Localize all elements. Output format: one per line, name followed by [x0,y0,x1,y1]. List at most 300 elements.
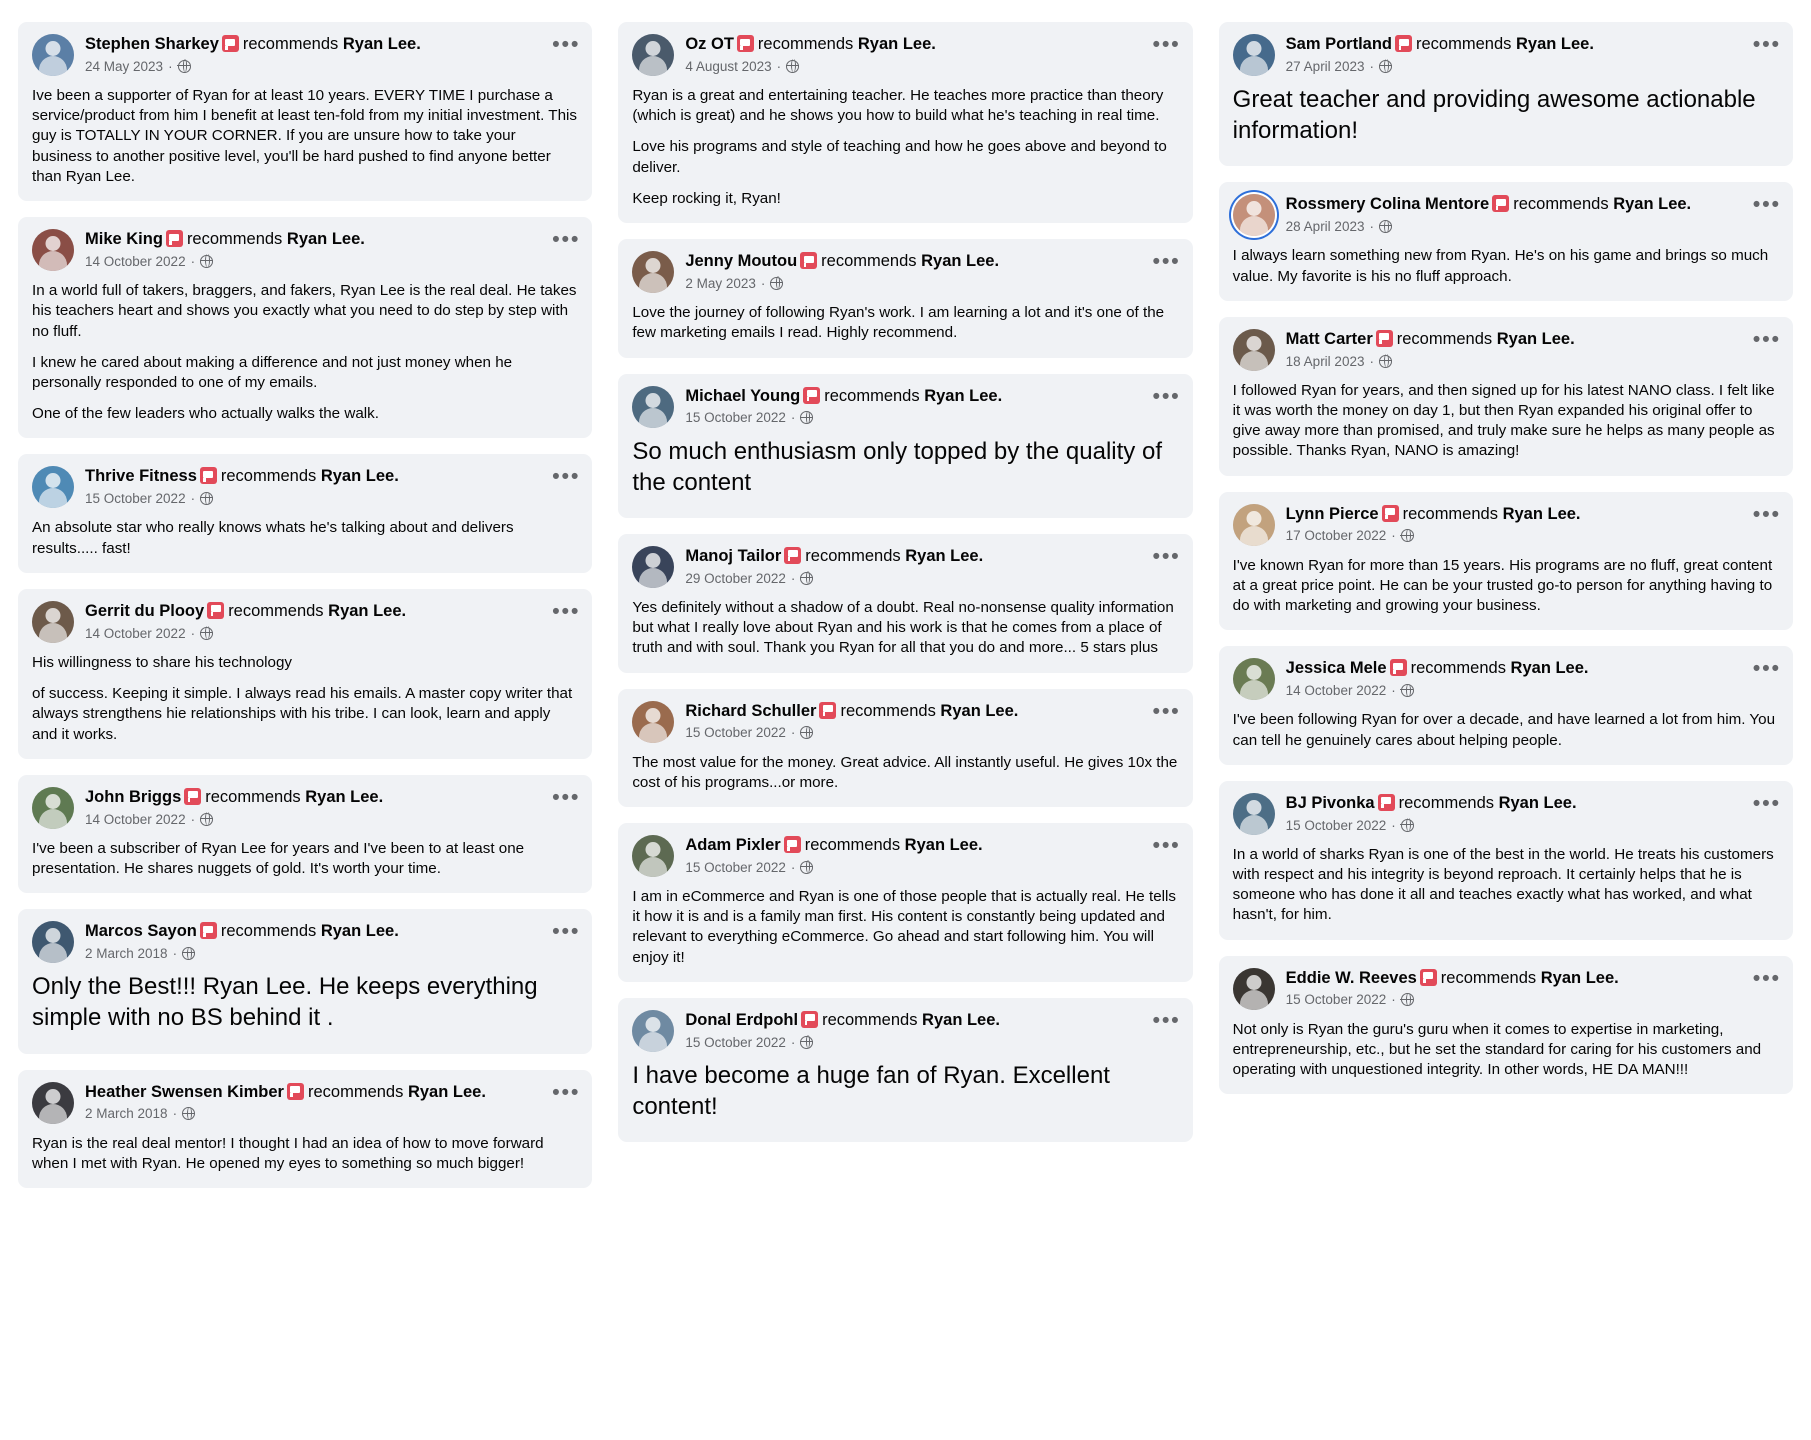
globe-icon[interactable] [200,813,213,826]
recommendation-flag-icon [803,387,820,404]
meta-separator: · [790,1034,796,1050]
card-header [32,228,581,271]
more-options-icon[interactable]: ••• [552,33,581,56]
avatar-body-shape [1240,216,1268,236]
card-header [632,34,1178,76]
recommends-label: recommends [804,836,901,854]
card-header [32,465,581,508]
avatar-head-shape [46,928,61,943]
recommendations-column [618,22,1192,1142]
recommends-label: recommends [220,467,317,486]
avatar[interactable] [32,1082,74,1124]
post-date[interactable]: 15 October 2022 [1285,992,1387,1008]
recommendation-headline [85,229,532,250]
post-date[interactable]: 2 March 2018 [85,945,168,961]
recommended-page-name[interactable]: Ryan Lee. [1510,659,1589,678]
recommendation-flag-icon [1382,505,1399,522]
recommends-label: recommends [822,1010,918,1029]
post-meta [85,490,532,507]
recommendation-card [1219,182,1793,300]
recommendation-text [32,839,578,879]
recommendation-headline [685,34,1132,55]
recommendation-headline [1286,504,1733,525]
meta-separator: · [190,811,196,827]
meta-separator: · [1391,683,1396,699]
card-header [32,920,581,963]
recommendation-headline [85,1082,532,1103]
avatar[interactable] [1233,34,1275,76]
recommended-page-name[interactable]: Ryan Lee. [1515,35,1594,53]
recommendation-paragraph: Only the Best!!! Ryan Lee. He keeps everything simple with no BS behind it . [32,973,538,1032]
recommendation-text [1233,84,1779,146]
card-header-text [685,251,1132,292]
card-header-text [685,835,1132,876]
meta-separator: · [1391,528,1396,544]
post-date[interactable]: 29 October 2022 [685,570,786,586]
globe-icon[interactable] [1401,819,1414,832]
post-meta [685,570,1132,587]
post-date[interactable]: 15 October 2022 [685,725,786,741]
post-date[interactable]: 14 October 2022 [85,625,186,641]
recommendation-card [618,22,1192,223]
meta-separator: · [190,625,196,641]
avatar[interactable] [632,386,674,428]
globe-icon[interactable] [178,60,191,73]
recommendation-card [1219,781,1793,940]
recommendation-headline [1286,194,1733,215]
more-options-icon[interactable]: ••• [1752,502,1781,526]
card-header [632,835,1178,877]
recommendation-flag-icon [784,547,801,564]
recommendation-headline [685,251,1132,272]
avatar[interactable] [32,229,74,271]
more-options-icon[interactable]: ••• [552,785,581,809]
recommendation-paragraph: An absolute star who really knows whats he's talking about and delivers results..... fast! [32,519,514,557]
recommendation-headline [85,34,532,55]
globe-icon[interactable] [1401,684,1414,697]
recommended-page-name[interactable]: Ryan Lee. [286,230,365,249]
avatar[interactable] [32,921,74,963]
recommendation-paragraph: I've known Ryan for more than 15 years. His programs are no fluff, great content at a great price point. He can be your trusted go-to person for anything having to do with marketing and growing your business. [1232,556,1773,615]
more-options-icon[interactable]: ••• [1752,966,1781,990]
recommendation-text [1233,1020,1779,1081]
avatar-head-shape [1246,511,1261,526]
author-name[interactable]: Rossmery Colina Mentore [1285,195,1490,214]
recommendation-paragraph: Ryan is a great and entertaining teacher. He teaches more practice than theory (which is great) and he shows you how to build what he's teaching in real time. [632,87,1164,125]
recommendation-flag-icon [1378,794,1395,811]
globe-icon[interactable] [200,255,213,268]
avatar-head-shape [646,393,661,408]
avatar[interactable] [1233,793,1275,835]
recommendation-paragraph: His willingness to share his technology [32,653,293,671]
recommended-page-name[interactable]: Ryan Lee. [1540,968,1619,987]
recommendation-flag-icon [819,702,836,719]
card-header [1233,793,1779,835]
avatar-body-shape [1240,526,1268,546]
recommendation-flag-icon [800,252,817,269]
recommendation-card [618,998,1192,1142]
recommended-page-name[interactable]: Ryan Lee. [1496,329,1575,348]
more-options-icon[interactable]: ••• [1152,1008,1181,1032]
globe-icon[interactable] [1379,220,1392,233]
more-options-icon[interactable]: ••• [552,920,581,944]
recommended-page-name[interactable]: Ryan Lee. [328,601,407,620]
recommendations-column [18,22,592,1188]
avatar[interactable] [32,787,74,829]
more-options-icon[interactable]: ••• [1152,250,1181,274]
recommends-label: recommends [1402,504,1498,523]
post-date[interactable]: 14 October 2022 [85,811,186,827]
avatar-head-shape [46,236,61,251]
more-options-icon[interactable]: ••• [1752,657,1781,681]
card-header-text [685,34,1132,75]
recommended-page-name[interactable]: Ryan Lee. [320,467,399,486]
meta-separator: · [1391,817,1396,833]
recommendation-paragraph: In a world full of takers, braggers, and fakers, Ryan Lee is the real deal. He takes his teachers heart and shows you exactly what you need to do step by step with no fluff. [32,282,577,340]
avatar-head-shape [646,41,661,56]
avatar-body-shape [639,273,667,293]
post-date[interactable]: 17 October 2022 [1285,528,1387,544]
recommendation-card [18,22,592,201]
more-options-icon[interactable]: ••• [1752,193,1781,217]
author-name[interactable]: Michael Young [685,386,801,405]
author-name[interactable]: Stephen Sharkey [85,35,219,53]
post-meta [1286,218,1733,235]
card-header-text [85,229,532,270]
avatar[interactable] [1233,194,1275,236]
recommendation-flag-icon [1395,35,1412,52]
recommended-page-name[interactable]: Ryan Lee. [407,1082,486,1101]
recommendation-headline [1286,329,1733,350]
more-options-icon[interactable]: ••• [552,599,581,623]
meta-separator: · [790,570,796,586]
recommendation-headline [1286,968,1733,989]
meta-separator: · [168,58,173,74]
avatar[interactable] [632,835,674,877]
recommendation-paragraph: I followed Ryan for years, and then signed up for his latest NANO class. I felt like it was worth the money on day 1, but then Ryan expanded his original offer to give away more than promised, and truly make sure he helps as many people as possible. Thanks Ryan, NANO is amazing! [1232,381,1775,460]
avatar-body-shape [39,488,67,508]
recommendation-card [618,534,1192,673]
card-header [32,33,581,76]
avatar-head-shape [1246,975,1261,990]
recommendation-headline [85,921,532,942]
recommended-page-name[interactable]: Ryan Lee. [305,787,384,806]
post-date[interactable]: 4 August 2023 [685,58,772,74]
recommended-page-name[interactable]: Ryan Lee. [1498,793,1577,812]
recommends-label: recommends [757,35,854,53]
recommendation-paragraph: of success. Keeping it simple. I always read his emails. A master copy writer that always strengthens hie relationships with his tribe. I can look, learn and apply and it works. [32,685,573,743]
author-name[interactable]: Jenny Moutou [685,252,798,271]
recommendation-flag-icon [287,1083,304,1100]
avatar-body-shape [1240,680,1268,700]
meta-separator: · [776,58,782,74]
avatar[interactable] [632,34,674,76]
author-name[interactable]: BJ Pivonka [1285,793,1375,812]
meta-separator: · [190,253,196,269]
post-date[interactable]: 15 October 2022 [1285,817,1387,833]
post-meta [85,811,532,828]
post-date[interactable]: 2 March 2018 [85,1106,168,1122]
recommendation-card [1219,492,1793,631]
globe-icon[interactable] [800,726,813,739]
recommendation-paragraph: I knew he cared about making a difference and not just money when he personally responded to one of my emails. [32,353,513,391]
recommendation-card [18,1070,592,1188]
more-options-icon[interactable]: ••• [1152,834,1181,857]
recommendation-card [18,454,592,572]
recommendation-paragraph: Love his programs and style of teaching and how he goes above and beyond to deliver. [632,138,1167,176]
globe-icon[interactable] [800,1036,813,1049]
recommends-label: recommends [1396,329,1493,348]
more-options-icon[interactable]: ••• [552,228,581,252]
card-header [32,599,581,643]
recommended-page-name[interactable]: Ryan Lee. [924,386,1003,405]
author-name[interactable]: Richard Schuller [685,701,817,720]
author-name[interactable]: Sam Portland [1285,35,1393,53]
author-name[interactable]: Gerrit du Plooy [85,601,205,620]
post-meta [1286,991,1733,1008]
avatar-body-shape [1240,351,1268,371]
avatar-head-shape [46,473,61,488]
recommendation-paragraph: One of the few leaders who actually walks the walk. [32,405,379,423]
author-name[interactable]: Donal Erdpohl [685,1010,799,1029]
post-meta [1286,353,1733,370]
meta-separator: · [790,725,796,741]
avatar-body-shape [39,56,67,76]
avatar-head-shape [1246,336,1261,351]
recommendation-card [1219,646,1793,764]
avatar-body-shape [639,568,667,588]
more-options-icon[interactable]: ••• [1152,33,1181,56]
card-header [1233,968,1779,1010]
meta-separator: · [1369,219,1374,235]
card-header [32,1080,581,1124]
meta-separator: · [1391,992,1396,1008]
more-options-icon[interactable]: ••• [552,1080,581,1104]
avatar[interactable] [1233,658,1275,700]
avatar-body-shape [1240,56,1268,76]
post-date[interactable]: 14 October 2022 [1285,683,1387,699]
recommendation-card [618,239,1192,357]
recommended-page-name[interactable]: Ryan Lee. [904,836,983,854]
recommended-page-name[interactable]: Ryan Lee. [905,546,984,565]
card-header [632,701,1178,743]
card-header-text [85,466,532,507]
card-header [1233,34,1779,76]
recommends-label: recommends [307,1082,404,1101]
avatar-body-shape [39,809,67,829]
globe-icon[interactable] [800,861,813,874]
recommendation-card [618,374,1192,518]
globe-icon[interactable] [1379,60,1392,73]
recommendation-flag-icon [1376,330,1393,347]
more-options-icon[interactable]: ••• [1152,544,1181,568]
card-header [632,546,1178,588]
avatar-head-shape [646,708,661,723]
recommended-page-name[interactable]: Ryan Lee. [940,701,1019,720]
recommendation-paragraph: Ive been a supporter of Ryan for at least 10 years. EVERY TIME I purchase a service/product from him I benefit at least ten-fold from my initial investment. This guy is TOTALLY IN YOUR CORNER. If you are unsure how to take your business to another positive level, you'll be hard pushed to find anyone better than Ryan Lee. [32,87,577,185]
more-options-icon[interactable]: ••• [1752,791,1781,815]
post-date[interactable]: 28 April 2023 [1285,219,1365,235]
post-date[interactable]: 15 October 2022 [685,859,786,875]
card-header [632,1010,1178,1052]
avatar-head-shape [1246,800,1261,815]
post-date[interactable]: 2 May 2023 [685,275,756,291]
recommended-page-name[interactable]: Ryan Lee. [922,1010,1000,1029]
recommendation-text [632,436,1178,498]
recommends-label: recommends [805,546,901,565]
card-header [1233,194,1779,236]
meta-separator: · [790,410,796,426]
recommended-page-name[interactable]: Ryan Lee. [1502,504,1581,523]
more-options-icon[interactable]: ••• [1152,384,1181,408]
card-header-text [85,787,532,828]
avatar-body-shape [39,251,67,271]
recommendation-text [32,1134,578,1174]
avatar[interactable] [1233,968,1275,1010]
post-meta [1286,817,1733,834]
avatar[interactable] [1233,329,1275,371]
avatar-head-shape [1246,41,1261,56]
recommendation-paragraph: Keep rocking it, Ryan! [632,189,781,207]
globe-icon[interactable] [800,411,813,424]
post-date[interactable]: 18 April 2023 [1285,353,1365,369]
author-name[interactable]: John Briggs [85,787,182,806]
recommendation-card [18,217,592,438]
recommendation-text [632,86,1178,209]
globe-icon[interactable] [800,572,813,585]
author-name[interactable]: Oz OT [685,35,734,53]
avatar-body-shape [639,408,667,428]
avatar[interactable] [32,601,74,643]
post-meta [85,58,532,75]
post-date[interactable]: 15 October 2022 [85,491,186,507]
recommendation-card [1219,317,1793,476]
recommendation-flag-icon [1492,195,1509,212]
recommendation-text [32,518,578,558]
recommendation-text [632,753,1178,793]
recommendation-headline [685,386,1132,407]
post-meta [685,724,1132,741]
meta-separator: · [172,1106,178,1122]
recommendation-flag-icon [222,35,239,52]
avatar-head-shape [646,842,661,857]
recommends-label: recommends [1410,659,1506,678]
globe-icon[interactable] [1401,993,1414,1006]
recommended-page-name[interactable]: Ryan Lee. [1613,195,1692,214]
post-meta [1286,58,1733,75]
card-header [632,251,1178,293]
globe-icon[interactable] [200,492,213,505]
card-header-text [685,1010,1132,1051]
author-name[interactable]: Eddie W. Reeves [1285,968,1417,987]
recommendation-flag-icon [737,35,754,52]
globe-icon[interactable] [200,627,213,640]
author-name[interactable]: Heather Swensen Kimber [85,1082,284,1101]
card-header-text [685,386,1132,427]
card-header-text [1286,329,1733,370]
post-meta [1286,527,1733,544]
author-name[interactable]: Lynn Pierce [1285,504,1379,523]
post-meta [1286,682,1733,699]
card-header-text [685,701,1132,742]
author-name[interactable]: Thrive Fitness [85,467,197,486]
globe-icon[interactable] [770,277,783,290]
author-name[interactable]: Matt Carter [1285,329,1373,348]
recommended-page-name[interactable]: Ryan Lee. [342,35,421,53]
more-options-icon[interactable]: ••• [1752,33,1781,56]
post-meta [85,1105,532,1122]
recommendation-text [1233,556,1779,617]
globe-icon[interactable] [182,947,195,960]
avatar-head-shape [46,608,61,623]
recommends-label: recommends [821,252,917,271]
recommendation-flag-icon [801,1011,818,1028]
avatar[interactable] [32,466,74,508]
avatar[interactable] [632,701,674,743]
avatar-head-shape [646,1017,661,1032]
card-header [1233,329,1779,371]
author-name[interactable]: Adam Pixler [685,836,781,854]
more-options-icon[interactable]: ••• [1152,699,1181,723]
author-name[interactable]: Manoj Tailor [685,546,782,565]
avatar[interactable] [32,34,74,76]
avatar-body-shape [639,723,667,743]
recommends-label: recommends [1416,35,1512,53]
recommendation-headline [685,546,1132,567]
recommends-label: recommends [205,787,301,806]
author-name[interactable]: Marcos Sayon [85,922,197,941]
avatar-body-shape [639,857,667,877]
avatar-head-shape [646,258,661,273]
recommended-page-name[interactable]: Ryan Lee. [857,35,936,53]
avatar[interactable] [632,251,674,293]
post-date[interactable]: 14 October 2022 [85,253,186,269]
post-date[interactable]: 24 May 2023 [85,58,164,74]
globe-icon[interactable] [786,60,799,73]
meta-separator: · [190,491,196,507]
recommendation-text [32,653,578,745]
avatar-body-shape [39,623,67,643]
recommended-page-name[interactable]: Ryan Lee. [921,252,1000,271]
card-header-text [1286,194,1733,235]
globe-icon[interactable] [182,1107,195,1120]
more-options-icon[interactable]: ••• [1752,327,1781,351]
recommendation-paragraph: Ryan is the real deal mentor! I thought I had an idea of how to move forward when I met with Ryan. He opened my eyes to something so much bigger! [32,1134,544,1172]
card-header-text [1286,504,1733,545]
avatar[interactable] [1233,504,1275,546]
author-name[interactable]: Jessica Mele [1285,659,1387,678]
recommendation-text [632,598,1178,659]
recommendation-flag-icon [200,922,217,939]
recommendation-text [32,971,578,1033]
recommendation-text [32,281,578,424]
post-date[interactable]: 15 October 2022 [685,1034,786,1050]
recommendation-text [632,1060,1178,1122]
more-options-icon[interactable]: ••• [552,465,581,489]
globe-icon[interactable] [1379,355,1392,368]
post-date[interactable]: 27 April 2023 [1285,58,1365,74]
recommendation-headline [685,835,1132,856]
recommends-label: recommends [220,922,317,941]
post-date[interactable]: 15 October 2022 [685,410,786,426]
author-name[interactable]: Mike King [85,230,163,249]
avatar[interactable] [632,546,674,588]
globe-icon[interactable] [1401,529,1414,542]
recommended-page-name[interactable]: Ryan Lee. [320,922,399,941]
post-meta [85,253,532,270]
avatar[interactable] [632,1010,674,1052]
meta-separator: · [760,275,766,291]
